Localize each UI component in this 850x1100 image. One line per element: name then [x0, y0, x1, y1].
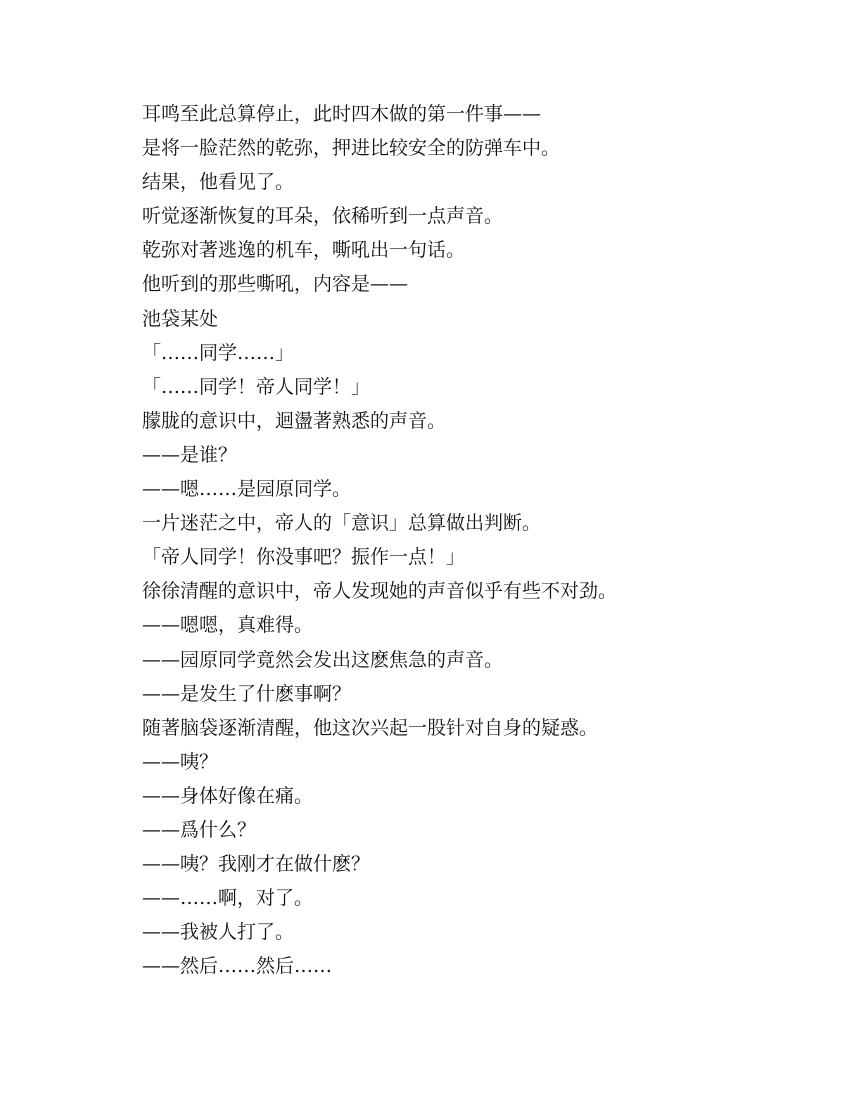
document-page: [142, 97, 762, 983]
text-line: 他听到的那些嘶吼，内容是——: [142, 273, 409, 296]
text-line: ——然后……然后……: [142, 955, 333, 978]
text-line: ——爲什么？: [142, 818, 257, 841]
text-line: ——是谁？: [142, 443, 238, 466]
text-line: ——……啊，对了。: [142, 887, 314, 910]
text-line: 结果，他看见了。: [142, 171, 295, 194]
text-line: ——嗯……是园原同学。: [142, 478, 352, 501]
text-line: ——咦？: [142, 750, 219, 773]
scene-heading: 池袋某处: [142, 307, 219, 330]
text-line: 一片迷茫之中，帝人的「意识」总算做出判断。: [142, 512, 542, 535]
text-line: ——咦？我刚才在做什麽？: [142, 853, 371, 876]
text-line: 耳鸣至此总算停止，此时四木做的第一件事——: [142, 103, 542, 125]
text-line: 朦胧的意识中，迴盪著熟悉的声音。: [142, 409, 447, 432]
text-line: 是将一脸茫然的乾弥，押进比较安全的防弹车中。: [142, 137, 561, 160]
text-line: 乾弥对著逃逸的机车，嘶吼出一句话。: [142, 239, 466, 262]
dialogue-line: 「帝人同学！你没事吧？振作一点！」: [142, 546, 466, 569]
dialogue-line: 「……同学！帝人同学！」: [142, 375, 371, 398]
text-line: ——我被人打了。: [142, 921, 295, 944]
dialogue-line: 「……同学……」: [142, 341, 295, 364]
text-line: ——嗯嗯，真难得。: [142, 614, 314, 637]
text-line: ——身体好像在痛。: [142, 784, 314, 807]
text-line: ——园原同学竟然会发出这麽焦急的声音。: [142, 648, 504, 671]
text-line: 徐徐清醒的意识中，帝人发现她的声音似乎有些不对劲。: [142, 580, 618, 603]
text-line: 听觉逐渐恢复的耳朵，依稀听到一点声音。: [142, 205, 504, 228]
text-line: ——是发生了什麽事啊？: [142, 682, 352, 705]
text-line: 随著脑袋逐渐清醒，他这次兴起一股针对自身的疑惑。: [142, 716, 599, 739]
